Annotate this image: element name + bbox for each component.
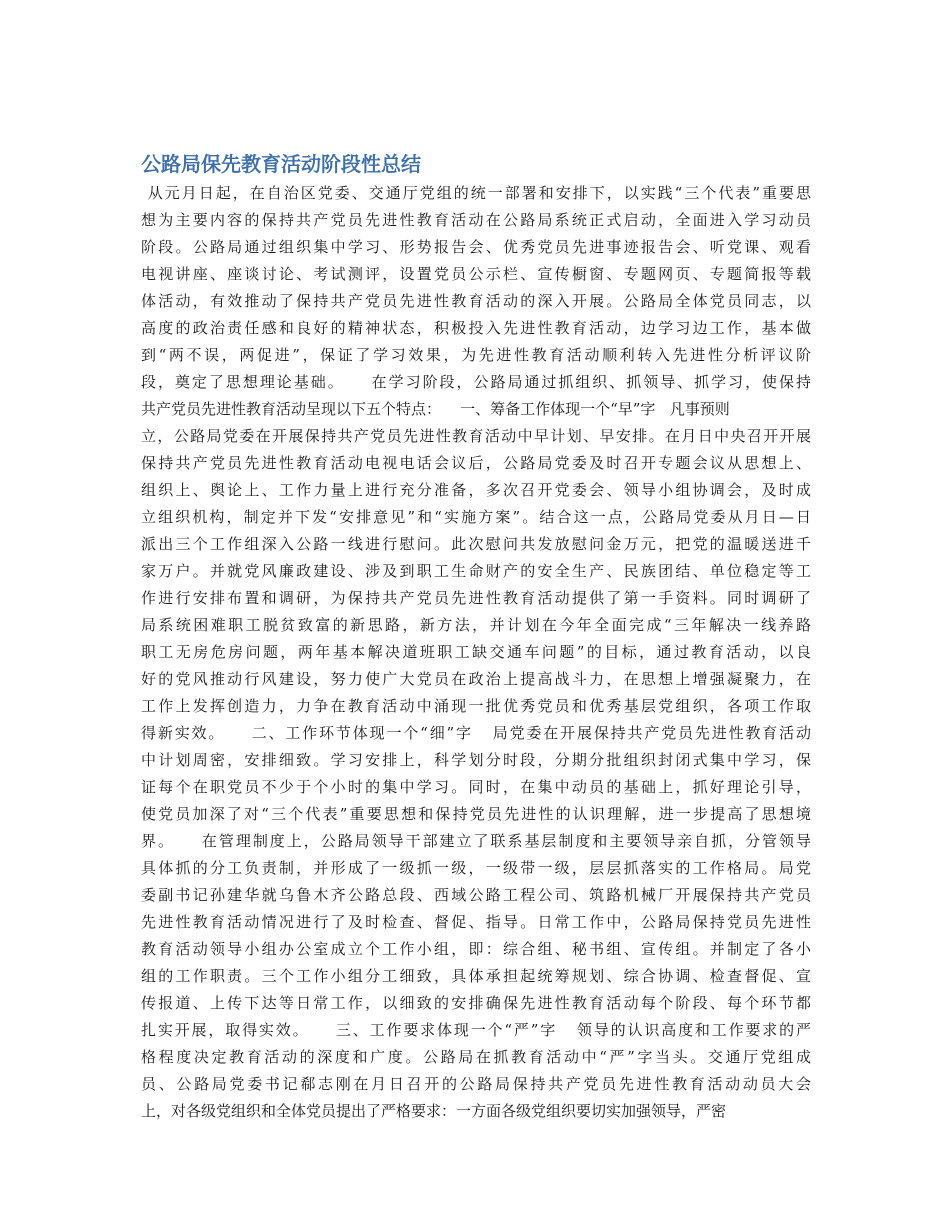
body-line: 派出三个工作组深入公路一线进行慰问。此次慰问共发放慰问金万元，把党的温暖送进千 (141, 535, 811, 553)
body-line: 共产党员先进性教育活动呈现以下五个特点： 一、筹备工作体现一个“早”字 凡事预则 (141, 400, 730, 418)
body-line: 得新实效。 二、工作环节体现一个“细”字 局党委在开展保持共产党员先进性教育活动 (141, 724, 811, 742)
body-line: 员、公路局党委书记郗志刚在月日召开的公路局保持共产党员先进性教育活动动员大会 (141, 1075, 811, 1093)
body-line: 保持共产党员先进性教育活动电视电话会议后，公路局党委及时召开专题会议从思想上、 (141, 454, 811, 472)
body-line: 局系统困难职工脱贫致富的新思路，新方法，并计划在今年全面完成“三年解决一线养路 (141, 616, 811, 634)
body-line: 证每个在职党员不少于个小时的集中学习。同时，在集中动员的基础上，抓好理论引导， (141, 778, 811, 796)
body-line: 扎实开展，取得实效。 三、工作要求体现一个“严”字 领导的认识高度和工作要求的严 (141, 1021, 811, 1039)
body-line: 工作上发挥创造力，力争在教育活动中涌现一批优秀党员和优秀基层党组织，各项工作取 (141, 697, 811, 715)
body-line: 体活动，有效推动了保持共产党员先进性教育活动的深入开展。公路局全体党员同志，以 (141, 292, 811, 310)
body-line: 格程度决定教育活动的深度和广度。公路局在抓教育活动中“严”字当头。交通厅党组成 (141, 1048, 811, 1066)
body-line: 高度的政治责任感和良好的精神状态，积极投入先进性教育活动，边学习边工作，基本做 (141, 319, 811, 337)
body-line: 家万户。并就党风廉政建设、涉及到职工生命财产的安全生产、民族团结、单位稳定等工 (141, 562, 811, 580)
body-line: 具体抓的分工负责制，并形成了一级抓一级，一级带一级，层层抓落实的工作格局。局党 (141, 859, 811, 877)
body-line: 好的党风推动行风建设，努力使广大党员在政治上提高战斗力，在思想上增强凝聚力，在 (141, 670, 811, 688)
document-title: 公路局保先教育活动阶段性总结 (141, 152, 421, 176)
body-line: 段，奠定了思想理论基础。 在学习阶段，公路局通过抓组织、抓领导、抓学习，使保持 (141, 373, 811, 391)
body-line: 阶段。公路局通过组织集中学习、形势报告会、优秀党员先进事迹报告会、听党课、观看 (141, 238, 811, 256)
body-line: 中计划周密，安排细致。学习安排上，科学划分时段，分期分批组织封闭式集中学习，保 (141, 751, 811, 769)
body-line: 委副书记孙建华就乌鲁木齐公路总段、西域公路工程公司、筑路机械厂开展保持共产党员 (141, 886, 811, 904)
body-line: 电视讲座、座谈讨论、考试测评，设置党员公示栏、宣传橱窗、专题网页、专题简报等载 (141, 265, 811, 283)
body-line: 组织上、舆论上、工作力量上进行充分准备，多次召开党委会、领导小组协调会，及时成 (141, 481, 811, 499)
body-line: 界。 在管理制度上，公路局领导干部建立了联系基层制度和主要领导亲自抓，分管领导 (141, 832, 811, 850)
body-line: 教育活动领导小组办公室成立个工作小组，即：综合组、秘书组、宣传组。并制定了各小 (141, 940, 811, 958)
body-line: 立组织机构，制定并下发“安排意见”和“实施方案”。结合这一点，公路局党委从月日—日 (141, 508, 811, 526)
body-line: 职工无房危房问题，两年基本解决道班职工缺交通车问题”的目标，通过教育活动，以良 (141, 643, 811, 661)
body-line: 传报道、上传下达等日常工作，以细致的安排确保先进性教育活动每个阶段、每个环节都 (141, 994, 811, 1012)
document-body (141, 180, 811, 1125)
body-line: 作进行安排布置和调研，为保持共产党员先进性教育活动提供了第一手资料。同时调研了 (141, 589, 811, 607)
body-line: 到“两不误，两促进”，保证了学习效果，为先进性教育活动顺利转入先进性分析评议阶 (141, 346, 811, 364)
body-line: 使党员加深了对“三个代表”重要思想和保持党员先进性的认识理解，进一步提高了思想境 (141, 805, 811, 823)
body-line: 想为主要内容的保持共产党员先进性教育活动在公路局系统正式启动，全面进入学习动员 (141, 211, 811, 229)
body-line: 先进性教育活动情况进行了及时检查、督促、指导。日常工作中，公路局保持党员先进性 (141, 913, 811, 931)
body-line: 组的工作职责。三个工作小组分工细致，具体承担起统筹规划、综合协调、检查督促、宣 (141, 967, 811, 985)
body-line: 从元月日起，在自治区党委、交通厅党组的统一部署和安排下，以实践“三个代表”重要思 (141, 184, 811, 202)
body-line: 上，对各级党组织和全体党员提出了严格要求：一方面各级党组织要切实加强领导，严密 (141, 1102, 727, 1120)
body-line: 立，公路局党委在开展保持共产党员先进性教育活动中早计划、早安排。在月日中央召开开展 (141, 427, 811, 445)
